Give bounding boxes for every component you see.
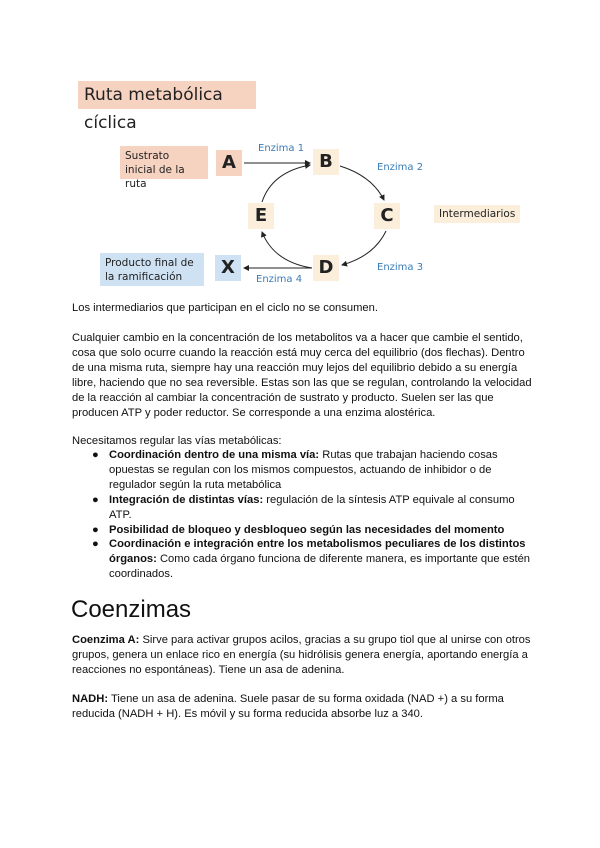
bullet-icon: ●	[92, 538, 99, 551]
enzima-1-label: Enzima 1	[258, 143, 305, 154]
bullet-text: regulación de la síntesis ATP equivale al consumo ATP.	[109, 493, 515, 521]
arrow-c-d	[342, 231, 386, 265]
list-item	[72, 493, 532, 523]
node-x: X	[215, 255, 241, 281]
intermediarios-label: Intermediarios	[434, 205, 520, 223]
enzima-2-label: Enzima 2	[377, 162, 424, 173]
diagram-title: Ruta metabólica cíclica	[78, 81, 256, 109]
heading-coenzimas: Coenzimas	[71, 596, 192, 623]
list-item	[72, 537, 532, 582]
bullet-bold: Coordinación e integración entre los metabolismos peculiares de los distintos órganos:	[109, 538, 526, 566]
bullet-icon: ●	[92, 493, 99, 506]
node-d: D	[313, 255, 339, 281]
bullet-text: Rutas que trabajan haciendo cosas opuestas se regulan con los mismos compuestos, actuando de inhibidor o de regulador según la ruta metabólica	[109, 449, 498, 491]
nadh-text: Tiene un asa de adenina. Suele pasar de su forma oxidada (NAD +) a su forma reducida (NADH + H). Es móvil y su forma reducida absorbe luz a 340.	[72, 693, 504, 720]
arrow-d-e	[262, 232, 312, 268]
arrow-e-b	[262, 165, 310, 202]
paragraph-necesitamos: Necesitamos regular las vías metabólicas:	[72, 435, 282, 447]
bullet-bold: Integración de distintas vías:	[109, 493, 264, 506]
node-b: B	[313, 149, 339, 175]
paragraph-intermediarios: Los intermediarios que participan en el ciclo no se consumen.	[72, 302, 378, 314]
nadh-label: NADH:	[72, 693, 109, 705]
sustrato-label: Sustrato inicial de la ruta	[120, 146, 208, 179]
paragraph-regulacion: Cualquier cambio en la concentración de los metabolitos va a hacer que cambie el sentido, cosa que solo ocurre cuando la reacción está muy cerca del equilibrio (dos flechas). Dentro de una misma ruta, siempre hay una reacción muy lejos del equilibrio debido a su energía libre, haciendo que no sea reversible. Estas son las que se regulan, controlando la velocidad de la reacción al cambiar la concentración de sustrato y producto. Suelen ser las que producen ATP y poder reductor. Se corresponde a una enzima alostérica.	[72, 332, 532, 419]
coenzima-a-label: Coenzima A:	[72, 634, 140, 646]
list-item	[72, 448, 532, 493]
bullet-icon: ●	[92, 449, 99, 461]
bullet-bold: Coordinación dentro de una misma vía:	[109, 449, 320, 461]
enzima-3-label: Enzima 3	[377, 262, 424, 273]
paragraph-coenzima-a	[72, 633, 532, 678]
bullet-bold: Posibilidad de bloqueo y desbloqueo según las necesidades del momento	[109, 523, 505, 536]
coenzima-a-text: Sirve para activar grupos acilos, gracias a su grupo tiol que al unirse con otros grupos, genera un enlace rico en energía (su hidrólisis genera energía, aportando energía a reacciones no espontáneas). Tiene un asa de adenina.	[72, 634, 531, 676]
bullet-list	[72, 448, 532, 582]
bullet-icon: ●	[92, 523, 99, 536]
node-a: A	[216, 150, 242, 176]
bullet-text: Como cada órgano funciona de diferente manera, es importante que estén coordinados.	[109, 553, 531, 581]
cycle-arrows	[0, 0, 600, 320]
node-c: C	[374, 203, 400, 229]
node-e: E	[248, 203, 274, 229]
enzima-4-label: Enzima 4	[256, 274, 303, 285]
paragraph-nadh	[72, 692, 532, 722]
producto-label: Producto final de la ramificación	[100, 253, 204, 286]
list-item	[72, 523, 532, 538]
